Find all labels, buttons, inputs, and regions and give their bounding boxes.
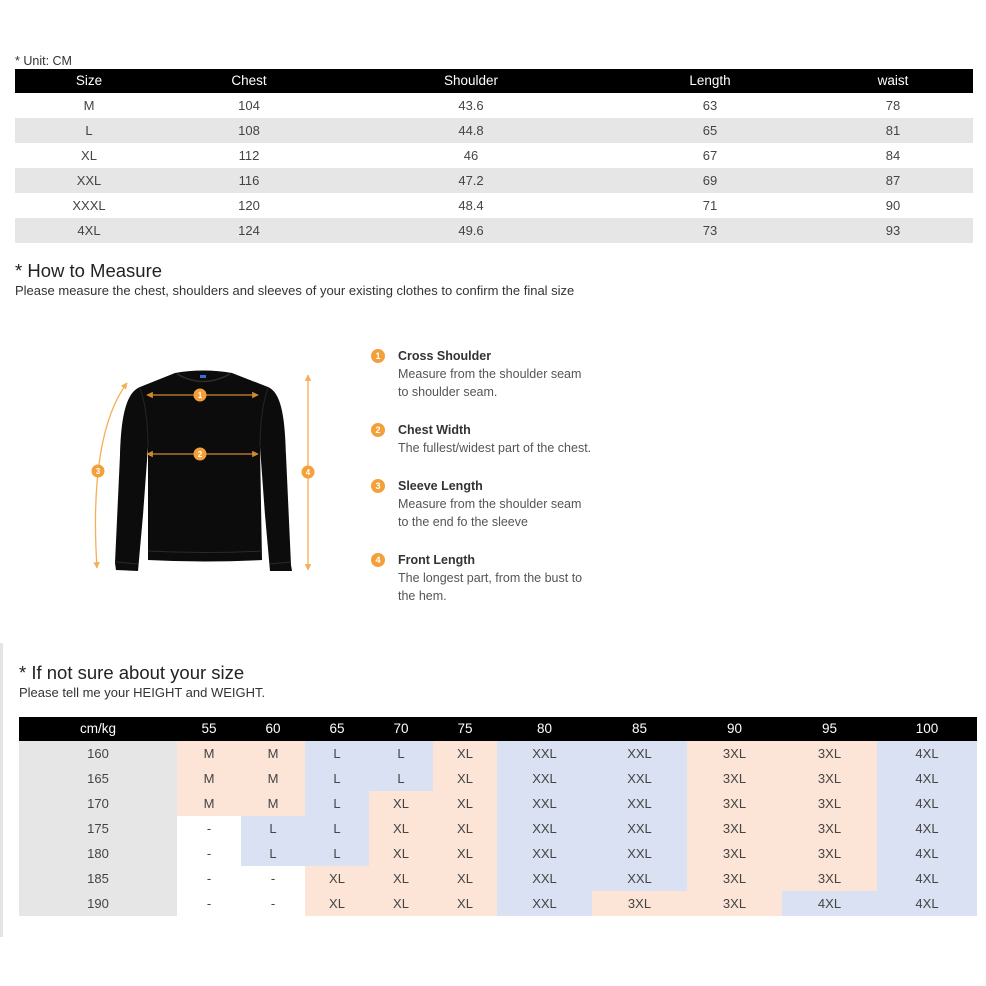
size-table-header-cell: Chest: [231, 73, 267, 88]
measurement-cell: 73: [702, 223, 718, 238]
recommended-size-cell: L: [305, 766, 369, 791]
weight-header-cell: 95: [821, 721, 838, 736]
size-table-row: [15, 193, 973, 218]
weight-header-cell: 85: [631, 721, 648, 736]
marker-3-label: 3: [95, 467, 101, 476]
recommended-size-cell: 3XL: [687, 841, 782, 866]
recommended-size-cell: XXL: [592, 791, 687, 816]
unit-label: * Unit: CM: [15, 54, 72, 68]
recommended-size-cell: 4XL: [877, 816, 977, 841]
measurement-cell: 47.2: [458, 173, 484, 188]
size-table-header-cell: Size: [75, 73, 103, 88]
corner-header-cell: cm/kg: [79, 721, 116, 736]
recommended-size-cell: XL: [433, 841, 497, 866]
measurement-cell: 116: [238, 173, 260, 188]
sweater-measurement-diagram: [85, 365, 320, 580]
sweater-silhouette: [115, 371, 292, 572]
size-guide-row: [19, 816, 977, 841]
weight-header-cell: 90: [726, 721, 743, 736]
measurement-cell: 65: [702, 123, 718, 138]
recommended-size-cell: 4XL: [877, 791, 977, 816]
recommended-size-cell: XXL: [497, 791, 592, 816]
measurement-cell: 78: [885, 98, 901, 113]
size-table-header-cell: waist: [877, 73, 909, 88]
weight-header-cell: 60: [265, 721, 281, 736]
recommended-size-cell: 3XL: [687, 866, 782, 891]
step-description-line: Measure from the shoulder seam: [398, 497, 582, 511]
sweater-illustration: [115, 371, 292, 572]
measurement-cell: 49.6: [458, 223, 484, 238]
recommended-size-cell: XL: [433, 791, 497, 816]
step-description-line: to the end fo the sleeve: [398, 515, 528, 529]
recommended-size-cell: XXL: [497, 866, 592, 891]
recommended-size-cell: M: [177, 791, 241, 816]
size-label-cell: XXXL: [72, 198, 106, 213]
step-title: Sleeve Length: [398, 479, 483, 493]
size-table-row: [15, 143, 973, 168]
size-table-header-cell: Length: [689, 73, 731, 88]
measurement-cell: 87: [885, 173, 901, 188]
recommended-size-cell: -: [177, 866, 241, 891]
recommended-size-cell: XXL: [497, 891, 592, 916]
recommended-size-cell: 3XL: [782, 741, 877, 766]
step-2-badge: 2: [371, 423, 385, 437]
recommended-size-cell: L: [369, 766, 433, 791]
recommended-size-cell: -: [177, 816, 241, 841]
step-1-text: [398, 347, 581, 401]
step-description-line: Measure from the shoulder seam: [398, 367, 582, 381]
size-measurement-table: [15, 69, 973, 243]
size-label-cell: 4XL: [77, 223, 101, 238]
size-guide-header-row: [19, 717, 977, 741]
size-guide-row: [19, 791, 977, 816]
recommended-size-cell: 3XL: [687, 766, 782, 791]
recommended-size-cell: M: [241, 791, 305, 816]
size-table-header-row: [15, 69, 973, 93]
recommended-size-cell: M: [177, 766, 241, 791]
recommended-size-cell: L: [241, 841, 305, 866]
measurement-cell: 108: [238, 123, 260, 138]
measurement-steps-list: [371, 347, 591, 605]
step-title: Front Length: [398, 553, 476, 567]
recommended-size-cell: XL: [369, 791, 433, 816]
measurement-cell: 81: [885, 123, 901, 138]
recommended-size-cell: XL: [305, 891, 369, 916]
recommended-size-cell: 3XL: [592, 891, 687, 916]
measurement-cell: 84: [885, 148, 901, 163]
recommended-size-cell: 3XL: [687, 891, 782, 916]
front-length-measure: [302, 375, 315, 570]
recommended-size-cell: 3XL: [687, 791, 782, 816]
recommended-size-cell: XXL: [497, 766, 592, 791]
recommended-size-cell: L: [305, 741, 369, 766]
height-cell: 190: [19, 891, 177, 916]
recommended-size-cell: 3XL: [782, 766, 877, 791]
size-guide-row: [19, 866, 977, 891]
size-guide-subtitle: Please tell me your HEIGHT and WEIGHT.: [19, 685, 266, 700]
recommended-size-cell: L: [305, 791, 369, 816]
step-4-badge: 4: [371, 553, 385, 567]
step-2-text: [398, 421, 591, 457]
recommended-size-cell: XL: [369, 816, 433, 841]
recommended-size-cell: XXL: [592, 866, 687, 891]
step-3-text: [398, 477, 581, 531]
recommended-size-cell: XXL: [497, 841, 592, 866]
height-cell: 180: [19, 841, 177, 866]
marker-1-label: 1: [197, 391, 203, 400]
size-table-row: [15, 218, 973, 243]
recommended-size-cell: XXL: [497, 816, 592, 841]
recommended-size-cell: L: [241, 816, 305, 841]
weight-header-cell: 100: [915, 721, 939, 736]
recommended-size-cell: XL: [433, 866, 497, 891]
measurement-cell: 67: [702, 148, 718, 163]
step-description-line: the hem.: [398, 589, 447, 603]
step-description-line: The fullest/widest part of the chest.: [398, 441, 592, 455]
size-label-cell: M: [83, 98, 95, 113]
measurement-cell: 120: [238, 198, 260, 213]
marker-2-label: 2: [197, 450, 203, 459]
measurement-cell: 48.4: [458, 198, 484, 213]
recommended-size-cell: XXL: [592, 766, 687, 791]
recommended-size-cell: L: [369, 741, 433, 766]
recommended-size-cell: 4XL: [877, 891, 977, 916]
height-cell: 160: [19, 741, 177, 766]
size-guide-row: [19, 891, 977, 916]
size-guide-row: [19, 841, 977, 866]
size-guide-row: [19, 766, 977, 791]
recommended-size-cell: 4XL: [877, 766, 977, 791]
recommended-size-cell: XXL: [497, 741, 592, 766]
size-guide-title: * If not sure about your size: [19, 662, 245, 683]
recommended-size-cell: XXL: [592, 741, 687, 766]
recommended-size-cell: -: [177, 841, 241, 866]
step-3-badge: 3: [371, 479, 385, 493]
step-title: Chest Width: [398, 423, 471, 437]
recommended-size-cell: M: [177, 741, 241, 766]
step-cross-shoulder: [371, 347, 591, 401]
weight-header-cell: 75: [457, 721, 473, 736]
marker-4-label: 4: [305, 468, 311, 477]
measurement-cell: 124: [238, 223, 260, 238]
recommended-size-cell: -: [177, 891, 241, 916]
step-description-line: The longest part, from the bust to: [398, 571, 583, 585]
recommended-size-cell: 3XL: [782, 816, 877, 841]
measurement-cell: 104: [238, 98, 260, 113]
recommended-size-cell: XL: [369, 841, 433, 866]
measurement-cell: 71: [702, 198, 718, 213]
recommended-size-cell: 4XL: [877, 741, 977, 766]
recommended-size-cell: -: [241, 891, 305, 916]
recommended-size-cell: L: [305, 841, 369, 866]
recommended-size-cell: 3XL: [687, 816, 782, 841]
step-sleeve-length: [371, 477, 591, 531]
measurement-cell: 112: [238, 148, 260, 163]
size-label-cell: L: [85, 123, 93, 138]
recommended-size-cell: 3XL: [782, 866, 877, 891]
height-cell: 170: [19, 791, 177, 816]
size-table-header-cell: Shoulder: [443, 73, 499, 88]
weight-header-cell: 80: [536, 721, 553, 736]
recommended-size-cell: M: [241, 741, 305, 766]
how-to-measure-title: * How to Measure: [15, 260, 163, 281]
recommended-size-cell: M: [241, 766, 305, 791]
recommended-size-cell: XL: [433, 891, 497, 916]
recommended-size-cell: XXL: [592, 816, 687, 841]
size-table-row: [15, 118, 973, 143]
size-table-row: [15, 168, 973, 193]
recommended-size-cell: 4XL: [877, 841, 977, 866]
collar-tag: [200, 375, 206, 378]
step-front-length: [371, 551, 591, 605]
height-cell: 165: [19, 766, 177, 791]
weight-header-cell: 65: [329, 721, 345, 736]
recommended-size-cell: 3XL: [782, 841, 877, 866]
measurement-cell: 63: [702, 98, 718, 113]
size-label-cell: XL: [81, 148, 97, 163]
height-weight-size-table: [19, 717, 977, 916]
size-table-row: [15, 93, 973, 118]
step-title: Cross Shoulder: [398, 349, 492, 363]
measurement-cell: 46: [463, 148, 479, 163]
size-label-cell: XXL: [76, 173, 102, 188]
step-chest-width: [371, 421, 591, 457]
recommended-size-cell: 3XL: [782, 791, 877, 816]
recommended-size-cell: XL: [305, 866, 369, 891]
measurement-cell: 69: [702, 173, 718, 188]
recommended-size-cell: XL: [433, 816, 497, 841]
recommended-size-cell: 3XL: [687, 741, 782, 766]
step-description-line: to shoulder seam.: [398, 385, 498, 399]
weight-header-cell: 55: [201, 721, 217, 736]
recommended-size-cell: XL: [369, 866, 433, 891]
recommended-size-cell: XXL: [592, 841, 687, 866]
recommended-size-cell: L: [305, 816, 369, 841]
step-4-text: [398, 551, 582, 605]
measurement-cell: 90: [885, 198, 901, 213]
recommended-size-cell: 4XL: [782, 891, 877, 916]
recommended-size-cell: XL: [433, 741, 497, 766]
left-edge-divider: [0, 643, 3, 937]
measurement-cell: 93: [885, 223, 901, 238]
measurement-cell: 44.8: [458, 123, 484, 138]
recommended-size-cell: XL: [433, 766, 497, 791]
how-to-measure-subtitle: Please measure the chest, shoulders and sleeves of your existing clothes to confirm the final size: [15, 283, 575, 298]
step-1-badge: 1: [371, 349, 385, 363]
weight-header-cell: 70: [393, 721, 409, 736]
recommended-size-cell: 4XL: [877, 866, 977, 891]
recommended-size-cell: -: [241, 866, 305, 891]
height-cell: 175: [19, 816, 177, 841]
height-cell: 185: [19, 866, 177, 891]
recommended-size-cell: XL: [369, 891, 433, 916]
measurement-cell: 43.6: [458, 98, 484, 113]
size-guide-row: [19, 741, 977, 766]
